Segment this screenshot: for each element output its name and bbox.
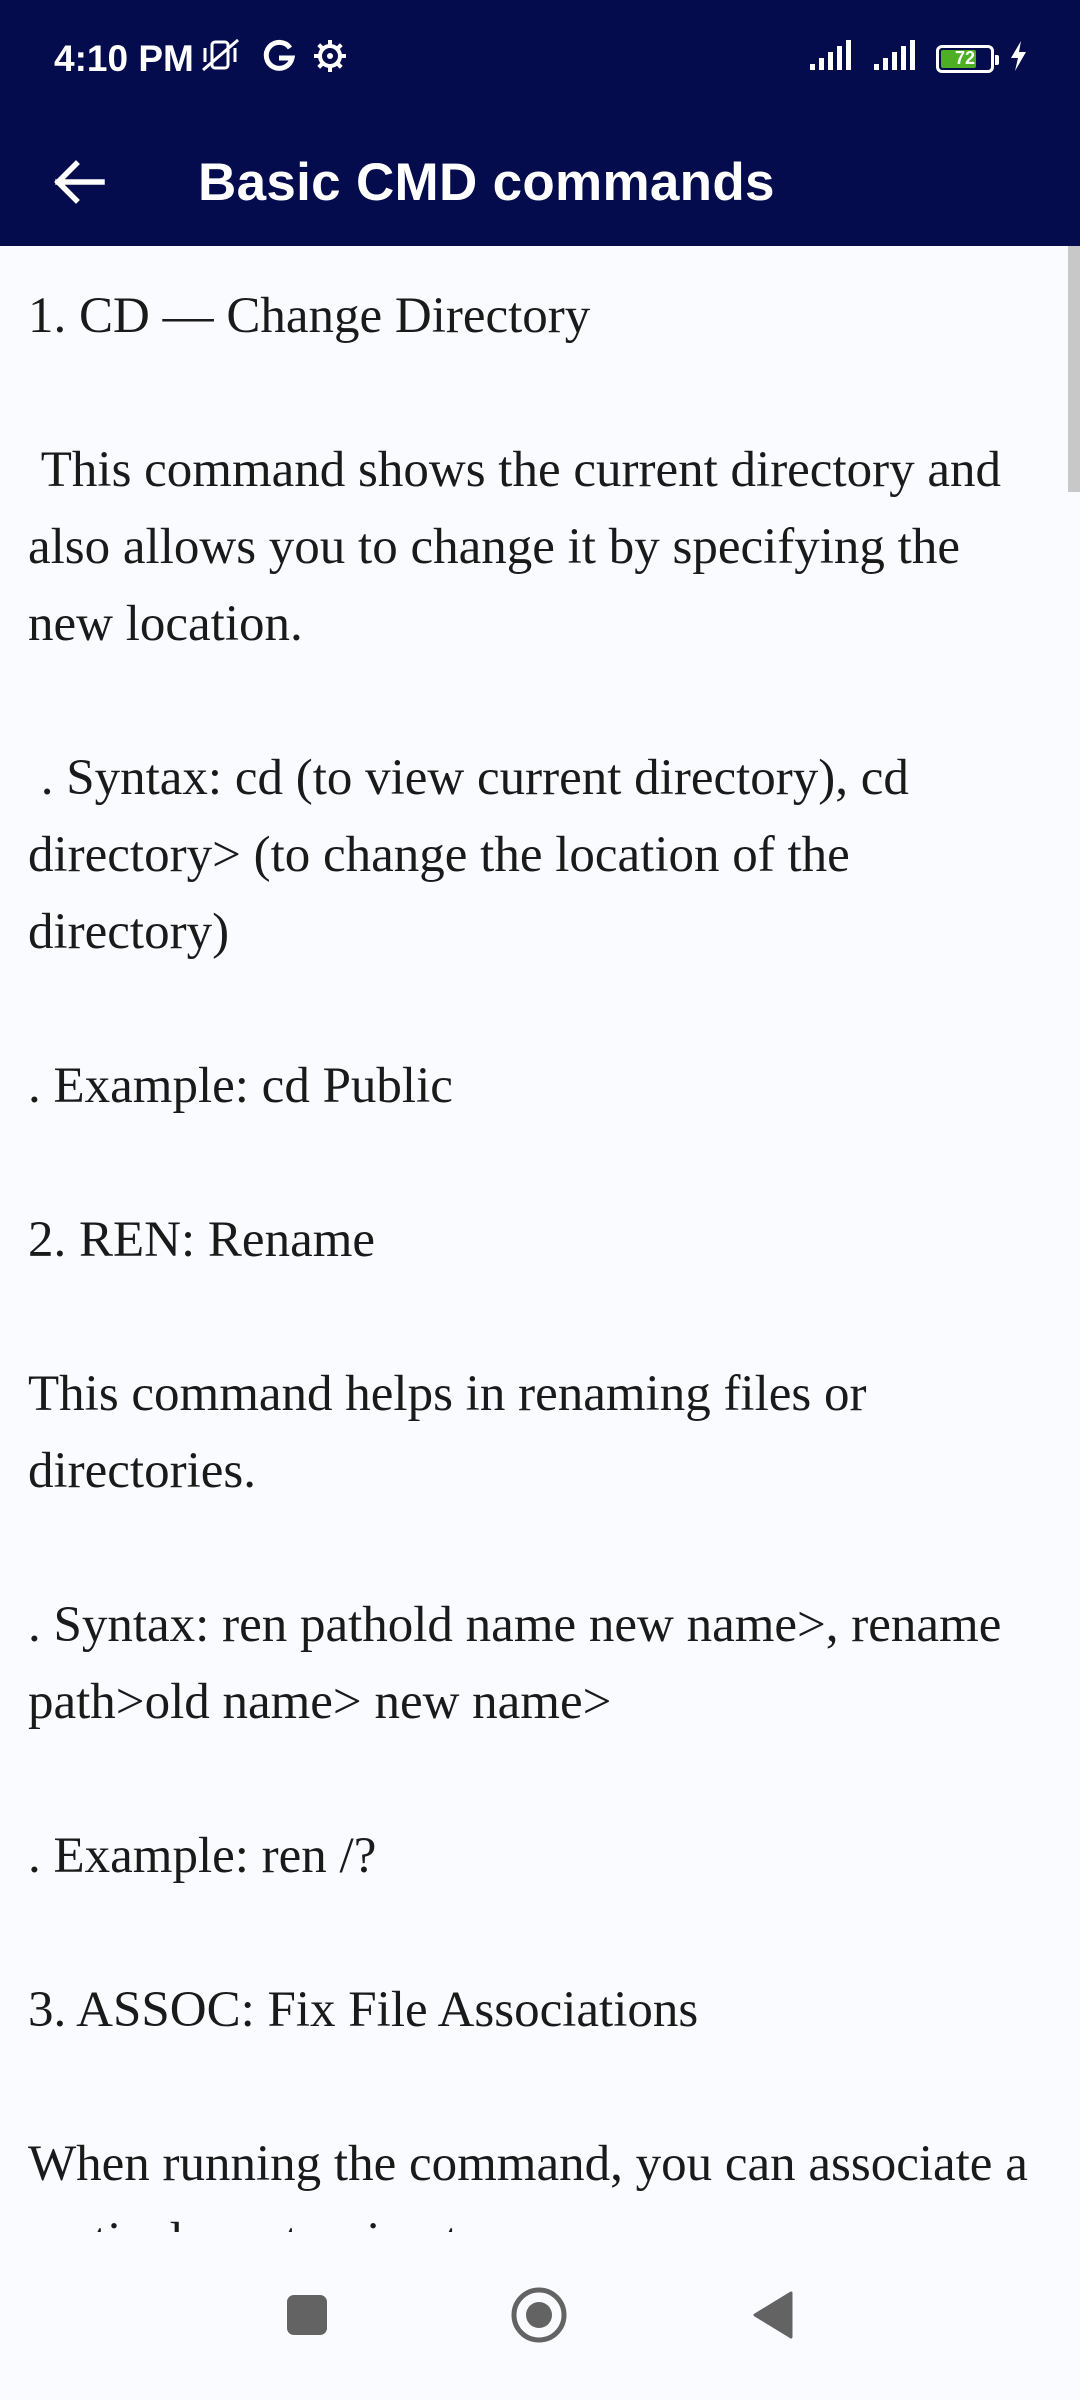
- system-nav-bar: [0, 2232, 1080, 2400]
- article-paragraph: This command shows the current directory and also allows you to change it by specifying the new location.: [28, 442, 1014, 652]
- article-paragraph: . Example: cd Public: [28, 1058, 453, 1114]
- battery-level: 72: [954, 48, 976, 68]
- recents-button[interactable]: [262, 2272, 352, 2362]
- article-paragraph: 2. REN: Rename: [28, 1212, 376, 1268]
- recents-square-icon: [285, 2293, 329, 2342]
- status-right-icons: [808, 40, 1028, 77]
- app-bar: [0, 122, 1080, 246]
- article-paragraph: 3. ASSOC: Fix File Associations: [28, 1982, 699, 2038]
- signal-icon: [872, 40, 922, 77]
- article-scroll-view[interactable]: [0, 246, 1080, 2232]
- status-bar: [0, 0, 1080, 122]
- back-triangle-icon: [751, 2290, 795, 2345]
- article-paragraph: . Syntax: cd (to view current directory), cd directory> (to change the location of the directory): [28, 750, 922, 960]
- back-button[interactable]: [40, 144, 120, 224]
- google-icon: [262, 38, 296, 79]
- status-time: 4:10 PM: [54, 38, 194, 79]
- article-paragraph: 1. CD — Change Directory: [28, 288, 591, 344]
- article-paragraph: This command helps in renaming files or directories.: [28, 1366, 880, 1499]
- battery-icon: [936, 45, 994, 73]
- battery-tip: [995, 55, 999, 65]
- vibrate-off-icon: [198, 36, 246, 81]
- article-paragraph: . Example: ren /?: [28, 1828, 377, 1884]
- charging-icon: [1008, 40, 1028, 77]
- article-paragraph: . Syntax: ren pathold name new name>, rename path>old name> new name>: [28, 1597, 1015, 1730]
- scrollbar-thumb[interactable]: [1068, 246, 1080, 492]
- status-left-icons: [198, 36, 348, 81]
- page-title: Basic CMD commands: [198, 153, 775, 212]
- article-body: [28, 278, 1038, 2357]
- article-paragraph: When running the command, you can associate a: [28, 2136, 1028, 2192]
- nav-back-button[interactable]: [728, 2272, 818, 2362]
- settings-gear-icon: [312, 38, 348, 79]
- home-button[interactable]: [494, 2272, 584, 2362]
- home-circle-icon: [510, 2286, 568, 2349]
- signal-icon: [808, 40, 858, 77]
- arrow-left-icon: [54, 160, 106, 209]
